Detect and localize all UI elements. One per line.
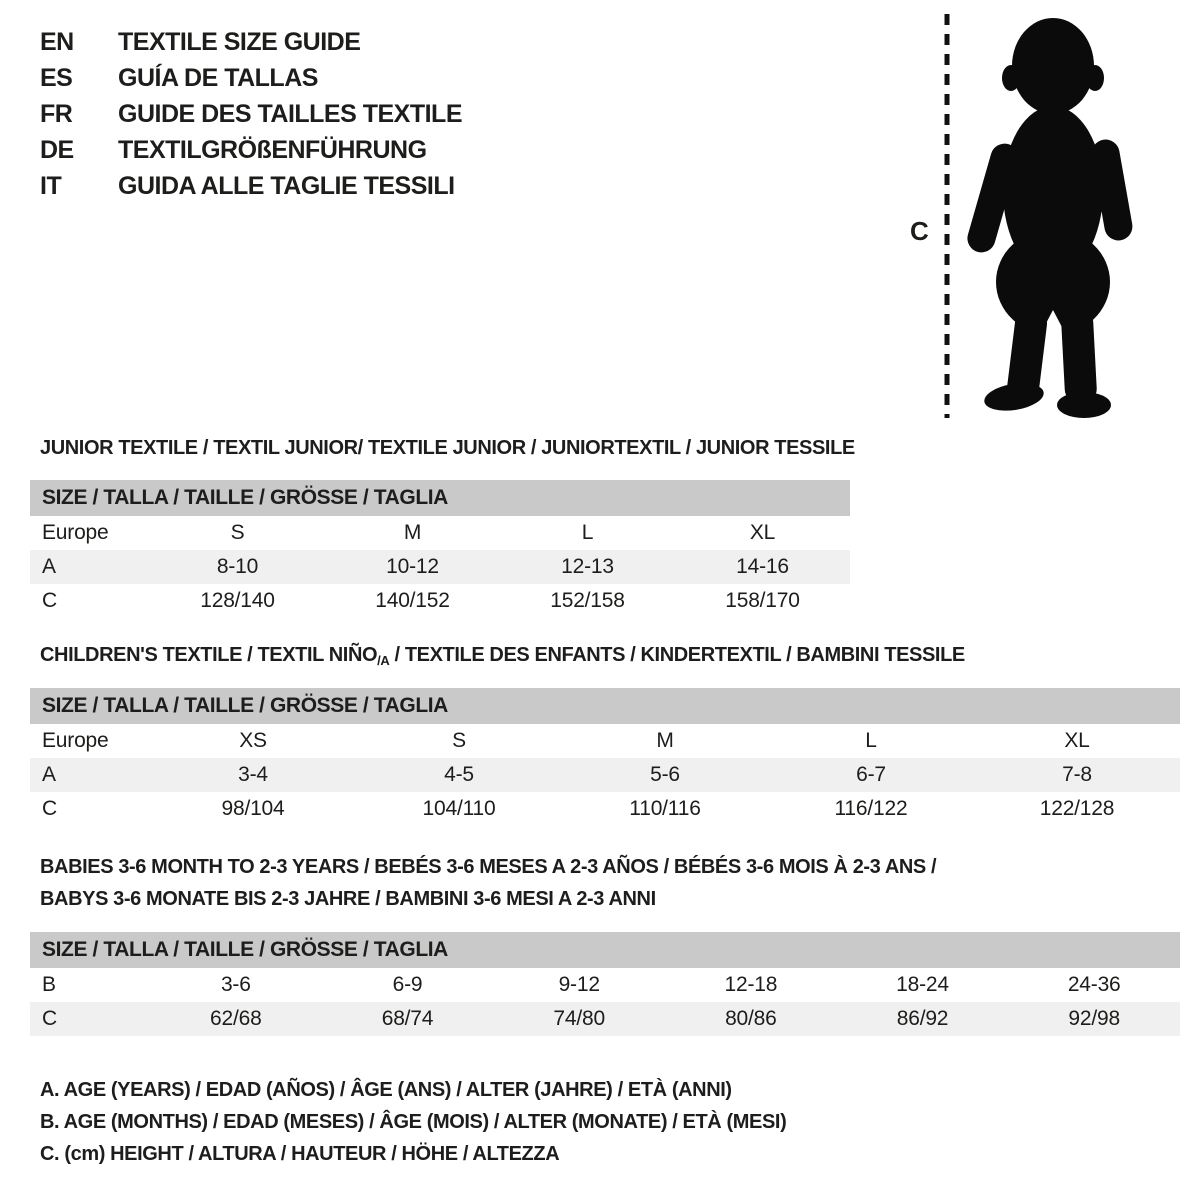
size-header-label: SIZE / TALLA / TAILLE / GRÖSSE / TAGLIA <box>42 938 448 961</box>
height-cell: 92/98 <box>1068 1007 1120 1030</box>
row-label: C <box>42 797 57 820</box>
age-cell: 5-6 <box>650 763 680 786</box>
size-cell: XL <box>1064 729 1090 752</box>
table-row-height <box>30 1002 1180 1036</box>
children-size-table <box>30 688 1180 826</box>
row-label: B <box>42 973 56 996</box>
height-cell: 116/122 <box>834 797 908 820</box>
language-item <box>40 168 462 204</box>
language-item <box>40 60 462 96</box>
height-cell: 140/152 <box>375 589 450 612</box>
size-header-label: SIZE / TALLA / TAILLE / GRÖSSE / TAGLIA <box>42 694 448 717</box>
size-header-row <box>30 688 1180 724</box>
size-cell: S <box>452 729 466 752</box>
age-cell: 3-6 <box>220 973 251 996</box>
height-cell: 98/104 <box>221 797 285 820</box>
language-code: DE <box>40 135 74 164</box>
height-cell: 62/68 <box>210 1007 262 1030</box>
table-row-age <box>30 550 850 584</box>
language-item <box>40 132 462 168</box>
language-code: IT <box>40 171 62 200</box>
age-cell: 18-24 <box>896 973 949 996</box>
language-list <box>40 24 462 204</box>
table-row-age-months <box>30 968 1180 1002</box>
row-label: C <box>42 1007 57 1030</box>
legend-line-a: A. AGE (YEARS) / EDAD (AÑOS) / ÂGE (ANS) / ALTER (JAHRE) / ETÀ (ANNI) <box>40 1079 732 1101</box>
language-title: GUÍA DE TALLAS <box>118 63 318 92</box>
age-cell: 12-13 <box>561 555 614 578</box>
table-row-europe <box>30 516 850 550</box>
language-title: GUIDE DES TAILLES TEXTILE <box>118 99 463 128</box>
height-cell: 104/110 <box>422 797 496 820</box>
legend-line-c: C. (cm) HEIGHT / ALTURA / HAUTEUR / HÖHE / ALTEZZA <box>40 1143 560 1165</box>
legend <box>40 1074 786 1170</box>
language-title: GUIDA ALLE TAGLIE TESSILI <box>118 171 455 200</box>
table-row-europe <box>30 724 1180 758</box>
junior-section-title: JUNIOR TEXTILE / TEXTIL JUNIOR/ TEXTILE JUNIOR / JUNIORTEXTIL / JUNIOR TESSILE <box>40 437 855 459</box>
height-measure-line <box>944 14 950 423</box>
age-cell: 7-8 <box>1062 763 1092 786</box>
size-header-row <box>30 932 1180 968</box>
age-cell: 12-18 <box>724 973 778 996</box>
language-title: TEXTILE SIZE GUIDE <box>118 27 361 56</box>
language-item <box>40 96 462 132</box>
language-code: ES <box>40 63 73 92</box>
age-cell: 6-9 <box>392 973 423 996</box>
size-cell: L <box>581 521 594 544</box>
legend-line-b: B. AGE (MONTHS) / EDAD (MESES) / ÂGE (MOIS) / ALTER (MONATE) / ETÀ (MESI) <box>40 1111 787 1133</box>
height-cell: 122/128 <box>1039 797 1115 820</box>
children-title-sub: /A <box>377 653 390 668</box>
height-cell: 152/158 <box>550 589 625 612</box>
age-cell: 14-16 <box>736 555 789 578</box>
age-cell: 10-12 <box>386 555 439 578</box>
toddler-silhouette-icon <box>965 16 1140 425</box>
language-code: FR <box>40 99 73 128</box>
row-label: A <box>42 763 56 786</box>
height-cell: 68/74 <box>381 1007 434 1030</box>
height-cell: 86/92 <box>896 1007 949 1030</box>
age-cell: 3-4 <box>238 763 268 786</box>
size-cell: XS <box>239 729 267 752</box>
row-label: Europe <box>42 521 109 544</box>
height-cell: 128/140 <box>200 589 275 612</box>
children-title-pre: CHILDREN'S TEXTILE / TEXTIL NIÑO <box>40 644 378 666</box>
children-title-post: / TEXTILE DES ENFANTS / KINDERTEXTIL / BAMBINI TESSILE <box>389 644 965 666</box>
size-cell: XL <box>749 521 776 544</box>
language-code: EN <box>40 27 74 56</box>
height-cell: 158/170 <box>725 589 800 612</box>
dashed-line-icon <box>944 14 950 418</box>
age-cell: 8-10 <box>216 555 259 578</box>
size-cell: S <box>230 521 245 544</box>
row-label: C <box>42 589 57 612</box>
babies-size-table <box>30 932 1180 1036</box>
language-title: TEXTILGRÖßENFÜHRUNG <box>118 135 427 164</box>
age-cell: 6-7 <box>856 763 886 786</box>
children-section-title <box>40 644 965 668</box>
row-label: Europe <box>42 729 109 752</box>
height-cell: 74/80 <box>553 1007 605 1030</box>
height-cell: 110/116 <box>629 797 701 820</box>
age-cell: 4-5 <box>444 763 474 786</box>
row-label: A <box>42 555 56 578</box>
table-row-height <box>30 584 850 618</box>
table-row-age <box>30 758 1180 792</box>
language-item <box>40 24 462 60</box>
size-header-label: SIZE / TALLA / TAILLE / GRÖSSE / TAGLIA <box>42 486 448 509</box>
age-cell: 9-12 <box>558 973 600 996</box>
age-cell: 24-36 <box>1067 973 1121 996</box>
size-header-row <box>30 480 850 516</box>
size-cell: L <box>865 729 877 752</box>
junior-size-table <box>30 480 850 618</box>
table-row-height <box>30 792 1180 826</box>
height-cell: 80/86 <box>725 1007 777 1030</box>
babies-section-title-line1: BABIES 3-6 MONTH TO 2-3 YEARS / BEBÉS 3-6 MESES A 2-3 AÑOS / BÉBÉS 3-6 MOIS À 2-3 ANS / <box>40 856 937 878</box>
size-cell: M <box>656 729 674 752</box>
height-measure-label: C <box>910 216 929 246</box>
babies-section-title-line2: BABYS 3-6 MONATE BIS 2-3 JAHRE / BAMBINI 3-6 MESI A 2-3 ANNI <box>40 888 656 910</box>
size-cell: M <box>403 521 422 544</box>
